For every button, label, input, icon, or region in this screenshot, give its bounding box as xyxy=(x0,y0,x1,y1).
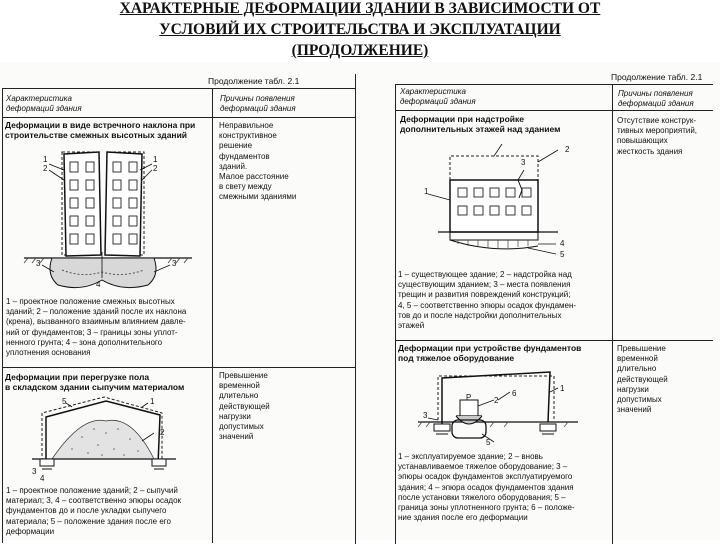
right-header-cause: Причины появления деформаций здания xyxy=(618,89,694,109)
right-header-characteristic: Характеристика деформаций здания xyxy=(400,87,476,107)
right-row2-label-3: 3 xyxy=(423,411,428,420)
right-row1-label-5: 5 xyxy=(560,250,565,259)
left-row1-label-1a: 1 xyxy=(43,155,48,164)
right-row2-cause: Превышение временной длительно действующей нагрузки допустимых значений xyxy=(617,344,668,415)
right-row2-title: Деформации при устройстве фундаментов под тяжелое оборудование xyxy=(398,343,582,364)
right-row1-description: 1 – существующее здание; 2 – надстройка над существующим зданием; 3 – места появления трещин и развития повреждений конструкций; 4, 5 – соответственно эпюры осадок фундамен- тов до и после надстройки дополнительных этажей xyxy=(398,270,577,331)
right-row2-label-p: P xyxy=(466,393,472,402)
left-row2-title: Деформации при перегрузке пола в складском здании сыпучим материалом xyxy=(5,372,185,393)
left-row1-description: 1 – проектное положение смежных высотных зданий; 2 – положение зданий после их наклона (крена), вызванного взаимным влиянием давле- ний от фундаментов; 3 – границы зоны уплот- ненного грунта; 4 – зона дополнительного уплотнения основания xyxy=(6,297,187,358)
right-row1-label-1: 1 xyxy=(424,187,429,196)
right-row2-diagram xyxy=(398,362,608,457)
left-row1-cause: Неправильное конструктивное решение фундаментов зданий. Малое расстояние в свету между смежными зданиями xyxy=(219,121,297,202)
left-header-cause: Причины появления деформаций здания xyxy=(220,94,296,114)
right-continuation-label: Продолжение табл. 2.1 xyxy=(611,72,703,82)
right-row2-label-5: 5 xyxy=(486,438,491,447)
right-row1-cause: Отсутствие конструк- тивных мероприятий, повышающих жесткость здания xyxy=(617,116,698,156)
page-title-line2: УСЛОВИЙ ИХ СТРОИТЕЛЬСТВА И ЭКСПЛУАТАЦИИ xyxy=(159,21,561,38)
left-row2-label-2: 2 xyxy=(160,428,165,437)
right-row1-label-4: 4 xyxy=(560,239,565,248)
right-row2-label-6: 6 xyxy=(512,389,517,398)
left-row2-label-1: 1 xyxy=(150,397,155,406)
left-header-characteristic: Характеристика деформаций здания xyxy=(6,94,82,114)
right-row2-label-1: 1 xyxy=(560,384,565,393)
left-row2-description: 1 – проектное положение зданий; 2 – сыпучий материал; 3, 4 – соответственно эпюры осадок фундаментов до и после укладки сыпучего материала; 5 – положение здания после его деформации xyxy=(6,486,182,536)
left-row1-label-2b: 2 xyxy=(153,164,158,173)
left-continuation-label: Продолжение табл. 2.1 xyxy=(208,76,300,86)
left-row1-label-2a: 2 xyxy=(43,164,48,173)
right-row1-label-2: 2 xyxy=(565,145,570,154)
left-row1-label-1b: 1 xyxy=(153,155,158,164)
right-row2-label-2: 2 xyxy=(494,396,499,405)
left-row2-label-4: 4 xyxy=(40,474,45,483)
left-row2-label-5: 5 xyxy=(62,397,67,406)
left-row2-cause: Превышение временной длительно действующей нагрузки допустимых значений xyxy=(219,371,270,442)
left-row1-title: Деформации в виде встречного наклона при строительстве смежных высотных зданий xyxy=(5,120,196,141)
left-row1-label-3b: 3 xyxy=(172,259,177,268)
right-row1-label-3: 3 xyxy=(521,158,526,167)
page-title-line1: ХАРАКТЕРНЫЕ ДЕФОРМАЦИИ ЗДАНИИ В ЗАВИСИМОСТИ ОТ xyxy=(119,0,601,17)
left-row2-label-3: 3 xyxy=(32,467,37,476)
left-row1-label-4: 4 xyxy=(96,280,101,289)
right-row1-title: Деформации при надстройке дополнительных этажей над зданием xyxy=(400,114,561,135)
page-title-line3: (ПРОДОЛЖЕНИЕ) xyxy=(291,42,429,59)
right-row1-diagram xyxy=(398,140,608,260)
left-row1-diagram xyxy=(2,140,214,300)
right-row2-description: 1 – эксплуатируемое здание; 2 – вновь устанавливаемое тяжелое оборудование; 3 – эпюры осадок фундаментов эксплуатируемого здания; 4 – эпюра осадок фундаментов здания после установки тяжелого оборудования; 5 – граница зоны уплотненного грунта; 6 – положе- ние здания после его деформации xyxy=(398,452,575,523)
left-row1-label-3a: 3 xyxy=(36,259,41,268)
